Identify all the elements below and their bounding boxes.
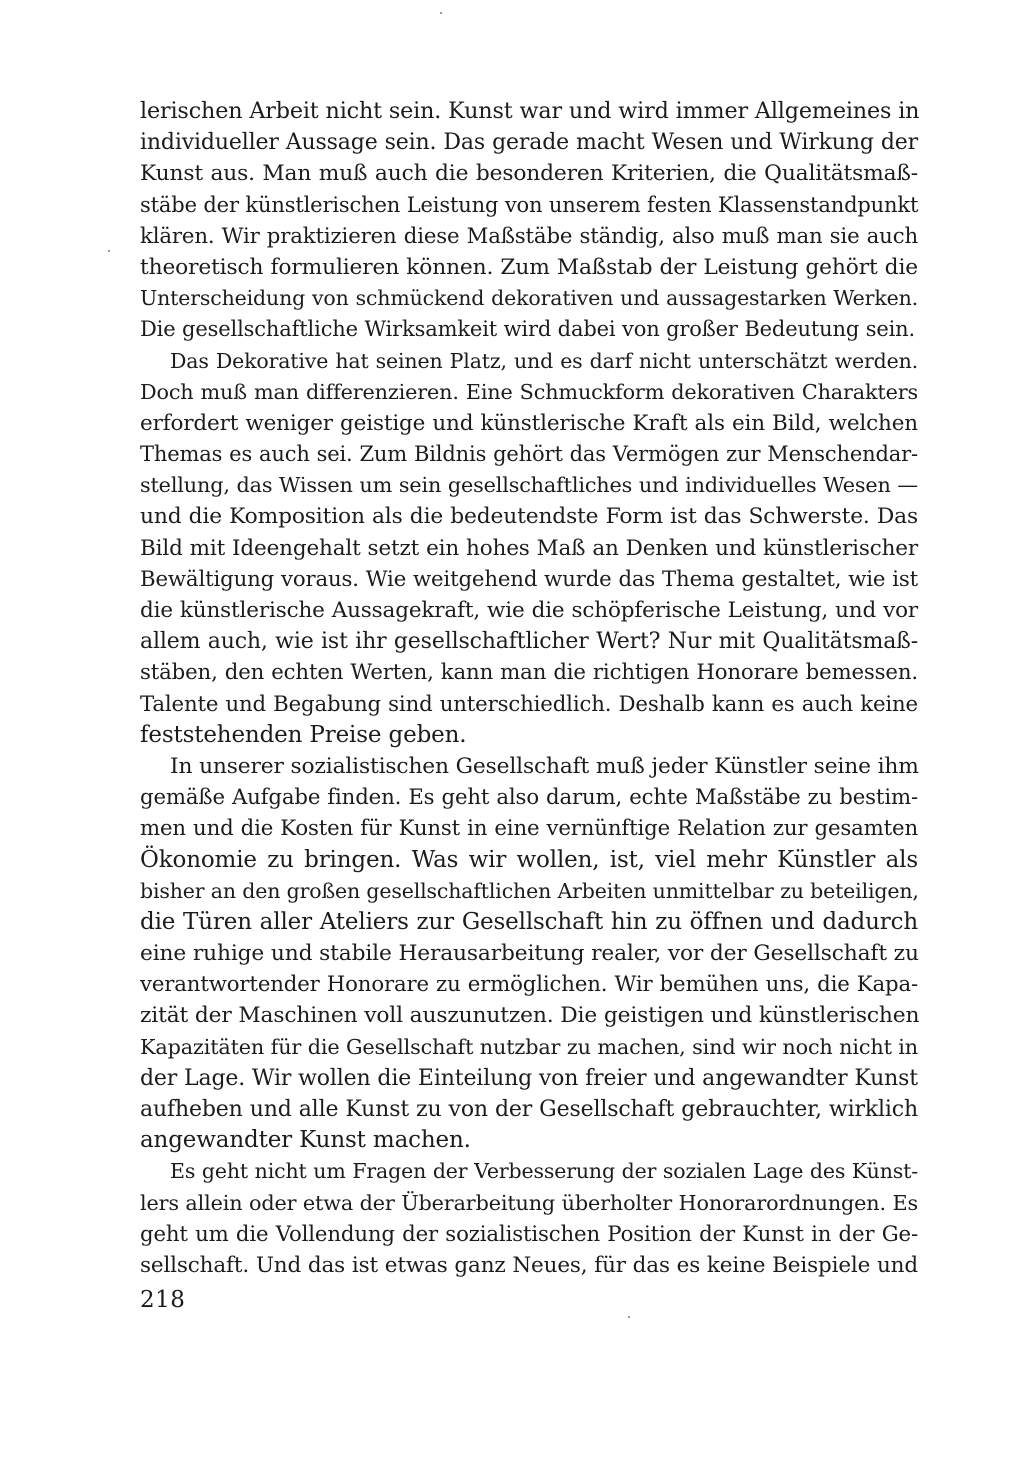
- text-line: lerischen Arbeit nicht sein. Kunst war und wird immer Allgemeines in: [140, 98, 920, 124]
- paragraph-start-line: Das Dekorative hat seinen Platz, und es darf nicht unterschätzt werden.: [170, 348, 918, 373]
- text-line: stellung, das Wissen um sein gesellschaftliches und individuelles Wesen —: [140, 473, 918, 498]
- text-line: individueller Aussage sein. Das gerade macht Wesen und Wirkung der: [140, 130, 918, 156]
- text-line: Unterscheidung von schmückend dekorativen und aussagestarken Werken.: [140, 286, 918, 311]
- text-line: und die Komposition als die bedeutendste Form ist das Schwerste. Das: [140, 504, 918, 530]
- text-line: Die gesellschaftliche Wirksamkeit wird dabei von großer Bedeutung sein.: [140, 317, 916, 342]
- text-line: klären. Wir praktizieren diese Maßstäbe ständig, also muß man sie auch: [140, 223, 918, 249]
- text-line: zität der Maschinen voll auszunutzen. Die geistigen und künstlerischen: [140, 1003, 920, 1029]
- text-line: Themas es auch sei. Zum Bildnis gehört das Vermögen zur Menschendar-: [140, 442, 918, 467]
- text-line: angewandter Kunst machen.: [140, 1127, 471, 1154]
- text-line: gemäße Aufgabe finden. Es geht also darum, echte Maßstäbe zu bestim-: [140, 785, 918, 811]
- text-line: eine ruhige und stabile Herausarbeitung realer, vor der Gesellschaft zu: [140, 941, 919, 967]
- text-line: men und die Kosten für Kunst in eine vernünftige Relation zur gesamten: [140, 816, 918, 842]
- text-line: bisher an den großen gesellschaftlichen Arbeiten unmittelbar zu beteiligen,: [140, 878, 919, 903]
- text-line: geht um die Vollendung der sozialistischen Position der Kunst in der Ge-: [140, 1221, 918, 1247]
- text-line: feststehenden Preise geben.: [140, 721, 467, 748]
- text-line: Talente und Begabung sind unterschiedlich. Deshalb kann es auch keine: [140, 691, 918, 717]
- text-line: stäben, den echten Werten, kann man die richtigen Honorare bemessen.: [140, 660, 918, 686]
- text-line: sellschaft. Und das ist etwas ganz Neues, für das es keine Beispiele und: [140, 1252, 918, 1278]
- text-line: Bewältigung voraus. Wie weitgehend wurde das Thema gestaltet, wie ist: [140, 566, 918, 592]
- text-line: die künstlerische Aussagekraft, wie die schöpferische Leistung, und vor: [140, 598, 918, 623]
- text-line: theoretisch formulieren können. Zum Maßstab der Leistung gehört die: [140, 254, 918, 280]
- text-line: aufheben und alle Kunst zu von der Gesellschaft gebrauchter, wirklich: [140, 1097, 918, 1122]
- paragraph-start-line: Es geht nicht um Fragen der Verbesserung der sozialen Lage des Künst-: [170, 1159, 918, 1184]
- text-line: erfordert weniger geistige und künstlerische Kraft als ein Bild, welchen: [140, 410, 918, 436]
- body-text: [140, 96, 918, 1281]
- text-line: Bild mit Ideengehalt setzt ein hohes Maß an Denken und künstlerischer: [140, 535, 918, 561]
- text-line: die Türen aller Ateliers zur Gesellschaft hin zu öffnen und dadurch: [140, 908, 918, 935]
- text-line: lers allein oder etwa der Überarbeitung überholter Honorarordnungen. Es: [140, 1190, 918, 1215]
- text-line: Kapazitäten für die Gesellschaft nutzbar zu machen, sind wir noch nicht in: [140, 1034, 918, 1059]
- text-line: Ökonomie zu bringen. Was wir wollen, ist, viel mehr Künstler als: [140, 846, 918, 873]
- text-line: stäbe der künstlerischen Leistung von unserem festen Klassenstandpunkt: [140, 192, 919, 217]
- text-line: Doch muß man differenzieren. Eine Schmuckform dekorativen Charakters: [140, 379, 918, 404]
- text-line: Kunst aus. Man muß auch die besonderen Kriterien, die Qualitätsmaß-: [140, 161, 918, 187]
- text-line: allem auch, wie ist ihr gesellschaftlicher Wert? Nur mit Qualitätsmaß-: [140, 629, 918, 655]
- scan-speck: [108, 250, 110, 252]
- text-line: der Lage. Wir wollen die Einteilung von freier und angewandter Kunst: [140, 1065, 918, 1091]
- page-number: 218: [140, 1287, 186, 1313]
- text-line: verantwortender Honorare zu ermöglichen. Wir bemühen uns, die Kapa-: [140, 972, 918, 998]
- scan-speck: [440, 12, 442, 14]
- paragraph-start-line: In unserer sozialistischen Gesellschaft muß jeder Künstler seine ihm: [170, 753, 919, 779]
- scan-speck: [628, 1316, 630, 1318]
